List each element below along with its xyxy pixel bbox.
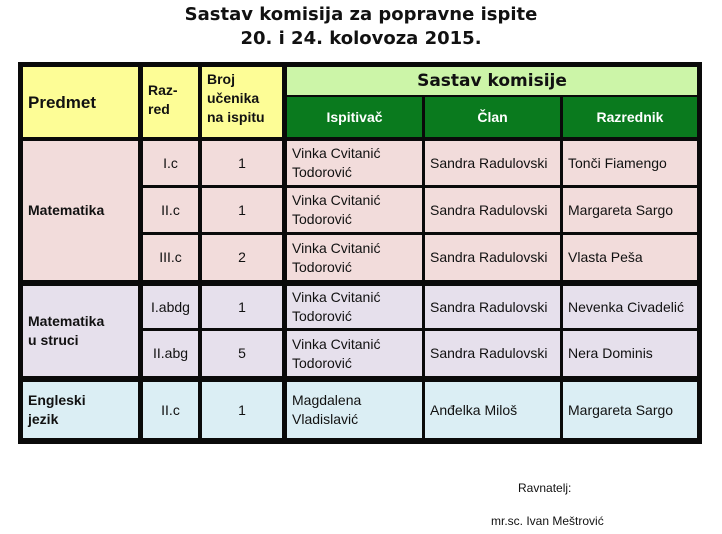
razred-cell: III.c [143, 235, 198, 280]
clan-cell: Sandra Radulovski [425, 141, 560, 185]
razred-cell: I.c [143, 141, 198, 185]
ispitivac-cell: Vinka Cvitanić Todorović [287, 141, 422, 185]
razrednik-cell: Margareta Sargo [563, 382, 697, 438]
document-title: Sastav komisija za popravne ispite [184, 4, 538, 25]
broj-cell: 2 [202, 235, 282, 280]
broj-cell: 1 [202, 382, 282, 438]
broj-cell: 5 [202, 331, 282, 376]
header-razrednik: Razrednik [563, 97, 697, 137]
header-clan: Član [425, 97, 560, 137]
header-razred: Raz- red [143, 67, 198, 137]
razred-cell: I.abdg [143, 286, 198, 328]
header-ispitivac: Ispitivač [287, 97, 422, 137]
razrednik-cell: Tonči Fiamengo [563, 141, 697, 185]
ispitivac-cell: Magdalena Vladislavić [287, 382, 422, 438]
header-predmet: Predmet [23, 67, 138, 137]
broj-cell: 1 [202, 141, 282, 185]
razrednik-cell: Margareta Sargo [563, 188, 697, 232]
subject-cell: Matematika [23, 141, 138, 280]
ispitivac-cell: Vinka Cvitanić Todorović [287, 188, 422, 232]
ispitivac-cell: Vinka Cvitanić Todorović [287, 286, 422, 328]
clan-cell: Sandra Radulovski [425, 188, 560, 232]
header-sastav-komisije: Sastav komisije [287, 67, 697, 95]
ispitivac-cell: Vinka Cvitanić Todorović [287, 331, 422, 376]
razrednik-cell: Vlasta Peša [563, 235, 697, 280]
clan-cell: Sandra Radulovski [425, 331, 560, 376]
razrednik-cell: Nevenka Civadelić [563, 286, 697, 328]
header-broj-ucenika: Broj učenika na ispitu [202, 67, 282, 137]
subject-cell: Engleski jezik [23, 382, 138, 438]
razrednik-cell: Nera Dominis [563, 331, 697, 376]
clan-cell: Sandra Radulovski [425, 235, 560, 280]
ispitivac-cell: Vinka Cvitanić Todorović [287, 235, 422, 280]
razred-cell: II.c [143, 382, 198, 438]
broj-cell: 1 [202, 286, 282, 328]
signature-name: mr.sc. Ivan Meštrović [491, 514, 604, 528]
razred-cell: II.abg [143, 331, 198, 376]
document-subtitle-dates: 20. i 24. kolovoza 2015. [240, 28, 482, 49]
subject-cell: Matematika u struci [23, 286, 138, 376]
signature-label: Ravnatelj: [518, 481, 572, 495]
razred-cell: II.c [143, 188, 198, 232]
clan-cell: Anđelka Miloš [425, 382, 560, 438]
broj-cell: 1 [202, 188, 282, 232]
clan-cell: Sandra Radulovski [425, 286, 560, 328]
